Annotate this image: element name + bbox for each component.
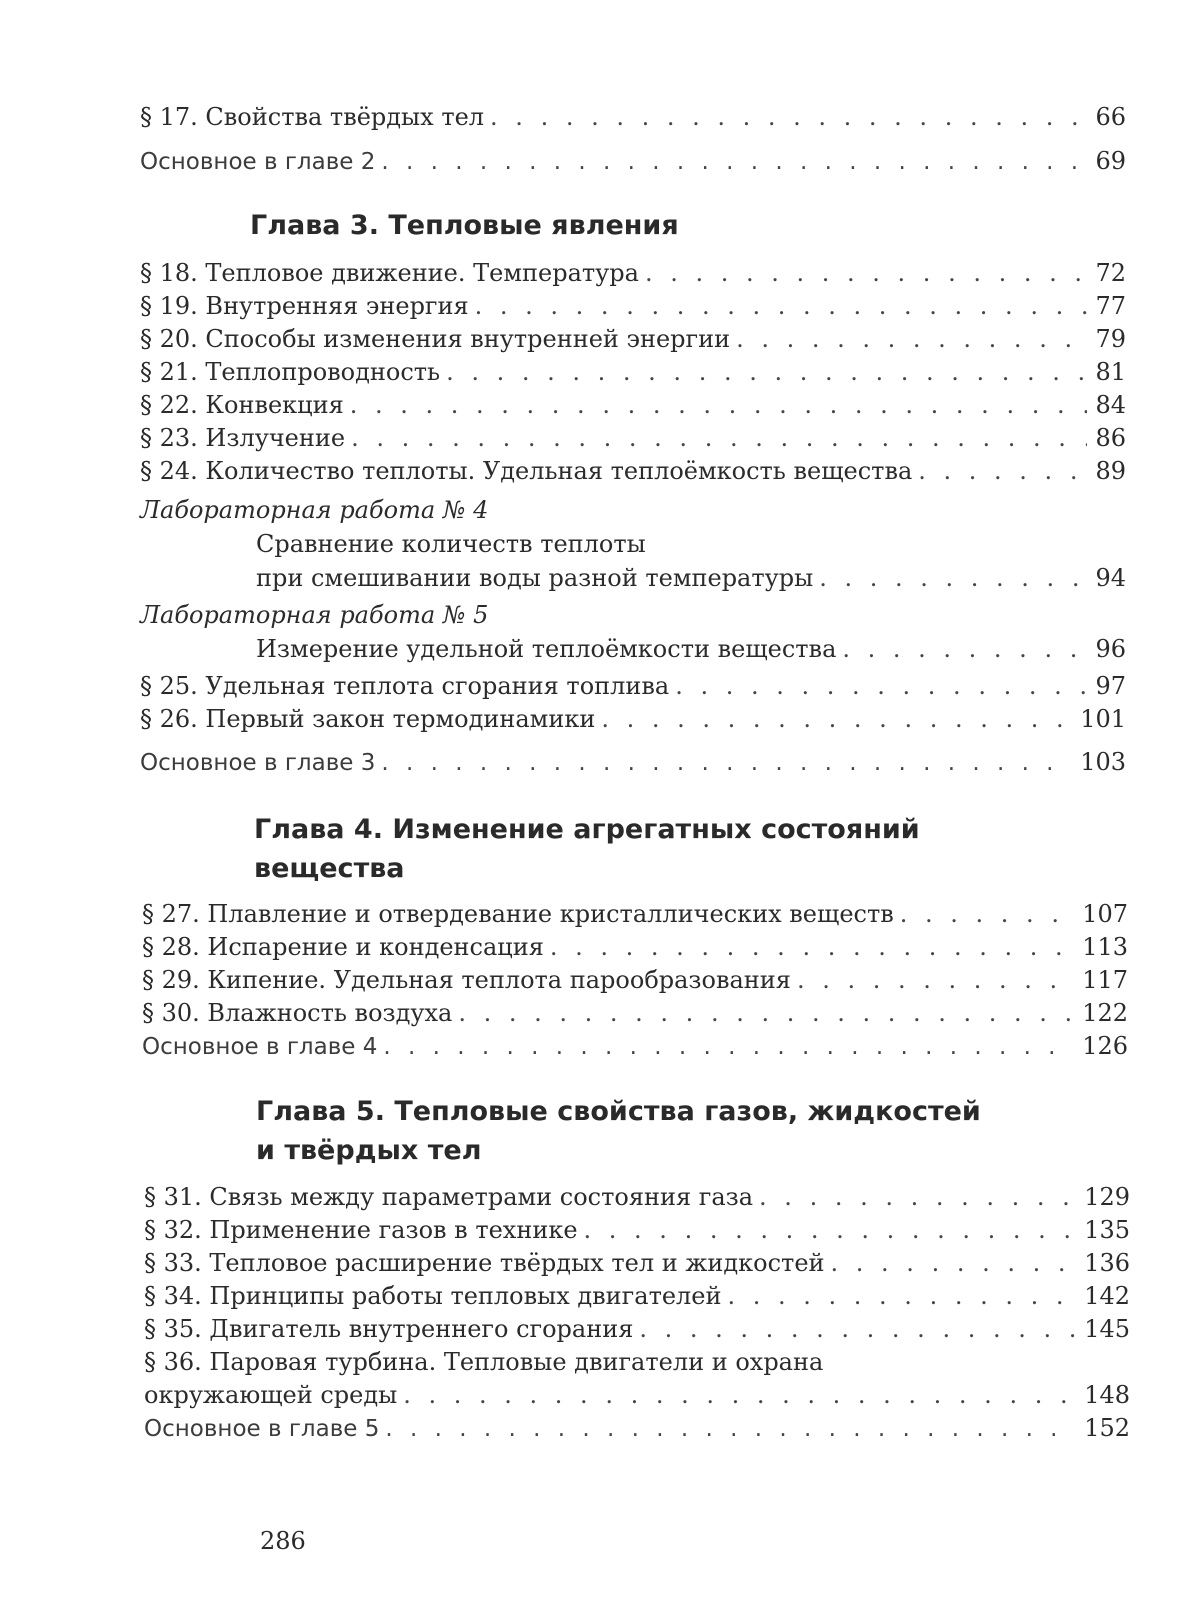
entry-page: 107 (1082, 900, 1128, 928)
dot-leader (639, 1312, 1076, 1346)
entry-page: 89 (1095, 457, 1126, 485)
entry-page: 103 (1080, 748, 1126, 776)
entry-page: 84 (1095, 391, 1126, 419)
toc-entry[interactable] (142, 996, 1128, 1030)
chapter-summary-entry[interactable] (140, 144, 1126, 178)
entry-title: Основное в главе 4 (142, 1034, 378, 1060)
dot-leader (490, 100, 1087, 134)
dot-leader (381, 145, 1087, 179)
page-number: 286 (260, 1527, 306, 1555)
entry-page: 79 (1095, 325, 1126, 353)
entry-page: 69 (1095, 147, 1126, 175)
entry-page: 136 (1084, 1249, 1130, 1277)
toc-entry[interactable] (140, 454, 1126, 488)
dot-leader (550, 930, 1074, 964)
entry-title: § 19. Внутренняя энергия (140, 292, 469, 320)
dot-leader (728, 1279, 1077, 1313)
chapter-summary-entry[interactable] (142, 1029, 1128, 1063)
chapter-heading-continuation: и твёрдых тел (256, 1135, 482, 1166)
chapter-summary-entry[interactable] (144, 1411, 1130, 1445)
toc-entry[interactable] (144, 1246, 1130, 1280)
chapter-heading: Глава 5. Тепловые свойства газов, жидкостей (256, 1096, 981, 1127)
chapter-heading: Глава 3. Тепловые явления (250, 210, 679, 241)
dot-leader (797, 963, 1074, 997)
dot-leader (475, 289, 1088, 323)
dot-leader (819, 561, 1087, 595)
toc-entry[interactable] (144, 1180, 1130, 1214)
toc-entry[interactable] (140, 256, 1126, 290)
entry-page: 94 (1095, 564, 1126, 592)
entry-page: 72 (1095, 259, 1126, 287)
dot-leader (385, 1412, 1076, 1446)
toc-entry[interactable] (140, 702, 1126, 736)
dot-leader (350, 388, 1088, 422)
toc-entry[interactable] (144, 1213, 1130, 1247)
dot-leader (601, 702, 1072, 736)
entry-page: 97 (1095, 672, 1126, 700)
entry-page: 86 (1095, 424, 1126, 452)
chapter-heading: Глава 4. Изменение агрегатных состояний (254, 814, 920, 845)
toc-entry[interactable] (256, 632, 1126, 666)
toc-entry[interactable] (256, 561, 1126, 595)
toc-entry[interactable] (140, 100, 1126, 134)
dot-leader (446, 355, 1087, 389)
toc-entry[interactable] (140, 421, 1126, 455)
toc-entry[interactable] (144, 1378, 1130, 1412)
dot-leader (645, 256, 1087, 290)
toc-entry[interactable] (140, 355, 1126, 389)
dot-leader (403, 1378, 1076, 1412)
entry-page: 126 (1082, 1032, 1128, 1060)
entry-title: § 35. Двигатель внутреннего сгорания (144, 1315, 634, 1343)
entry-title-first-line: § 36. Паровая турбина. Тепловые двигатели и охрана (144, 1348, 824, 1376)
entry-title: § 18. Тепловое движение. Температура (140, 259, 639, 287)
dot-leader (759, 1180, 1076, 1214)
toc-entry[interactable] (140, 388, 1126, 422)
entry-title: Основное в главе 5 (144, 1416, 380, 1442)
dot-leader (675, 669, 1087, 703)
entry-title: § 30. Влажность воздуха (142, 999, 453, 1027)
entry-title: § 22. Конвекция (140, 391, 344, 419)
entry-title: § 17. Свойства твёрдых тел (140, 103, 485, 131)
entry-page: 145 (1084, 1315, 1130, 1343)
entry-page: 122 (1082, 999, 1128, 1027)
dot-leader (458, 996, 1074, 1030)
entry-title: § 32. Применение газов в технике (144, 1216, 578, 1244)
entry-page: 113 (1082, 933, 1128, 961)
lab-work-label: Лабораторная работа № 4 (140, 496, 489, 524)
entry-title: § 33. Тепловое расширение твёрдых тел и жидкостей (144, 1249, 825, 1277)
dot-leader (918, 454, 1087, 488)
entry-title: при смешивании воды разной температуры (256, 564, 814, 592)
dot-leader (351, 421, 1087, 455)
entry-page: 96 (1095, 635, 1126, 663)
dot-leader (736, 322, 1087, 356)
toc-entry[interactable] (140, 289, 1126, 323)
dot-leader (584, 1213, 1077, 1247)
entry-title: Основное в главе 3 (140, 750, 376, 776)
dot-leader (383, 1030, 1074, 1064)
entry-page: 129 (1084, 1183, 1130, 1211)
dot-leader (381, 746, 1072, 780)
entry-page: 142 (1084, 1282, 1130, 1310)
entry-page: 152 (1084, 1414, 1130, 1442)
entry-page: 101 (1080, 705, 1126, 733)
entry-title: Основное в главе 2 (140, 149, 376, 175)
toc-entry[interactable] (142, 963, 1128, 997)
entry-page: 81 (1095, 358, 1126, 386)
toc-entry[interactable] (144, 1312, 1130, 1346)
entry-title: Измерение удельной теплоёмкости вещества (256, 635, 837, 663)
toc-entry[interactable] (140, 322, 1126, 356)
entry-title: § 34. Принципы работы тепловых двигателей (144, 1282, 722, 1310)
entry-title: § 27. Плавление и отвердевание кристаллических веществ (142, 900, 894, 928)
dot-leader (842, 632, 1087, 666)
toc-entry[interactable] (144, 1279, 1130, 1313)
entry-title: § 25. Удельная теплота сгорания топлива (140, 672, 670, 700)
dot-leader (831, 1246, 1077, 1280)
entry-title: § 23. Излучение (140, 424, 346, 452)
entry-title: § 26. Первый закон термодинамики (140, 705, 596, 733)
entry-title: § 29. Кипение. Удельная теплота парообразования (142, 966, 791, 994)
entry-title: § 28. Испарение и конденсация (142, 933, 544, 961)
dot-leader (900, 897, 1074, 931)
entry-page: 117 (1082, 966, 1128, 994)
chapter-summary-entry[interactable] (140, 745, 1126, 779)
entry-page: 77 (1095, 292, 1126, 320)
chapter-heading-continuation: вещества (254, 853, 405, 884)
entry-title: § 31. Связь между параметрами состояния газа (144, 1183, 754, 1211)
entry-title: окружающей среды (144, 1381, 398, 1409)
entry-title: § 20. Способы изменения внутренней энергии (140, 325, 731, 353)
lab-work-title: Сравнение количеств теплоты (256, 530, 646, 558)
entry-page: 66 (1095, 103, 1126, 131)
toc-entry[interactable] (142, 897, 1128, 931)
lab-work-label: Лабораторная работа № 5 (140, 601, 489, 629)
entry-title: § 24. Количество теплоты. Удельная теплоёмкость вещества (140, 457, 913, 485)
toc-entry[interactable] (142, 930, 1128, 964)
toc-entry[interactable] (140, 669, 1126, 703)
entry-page: 135 (1084, 1216, 1130, 1244)
entry-title: § 21. Теплопроводность (140, 358, 441, 386)
entry-page: 148 (1084, 1381, 1130, 1409)
